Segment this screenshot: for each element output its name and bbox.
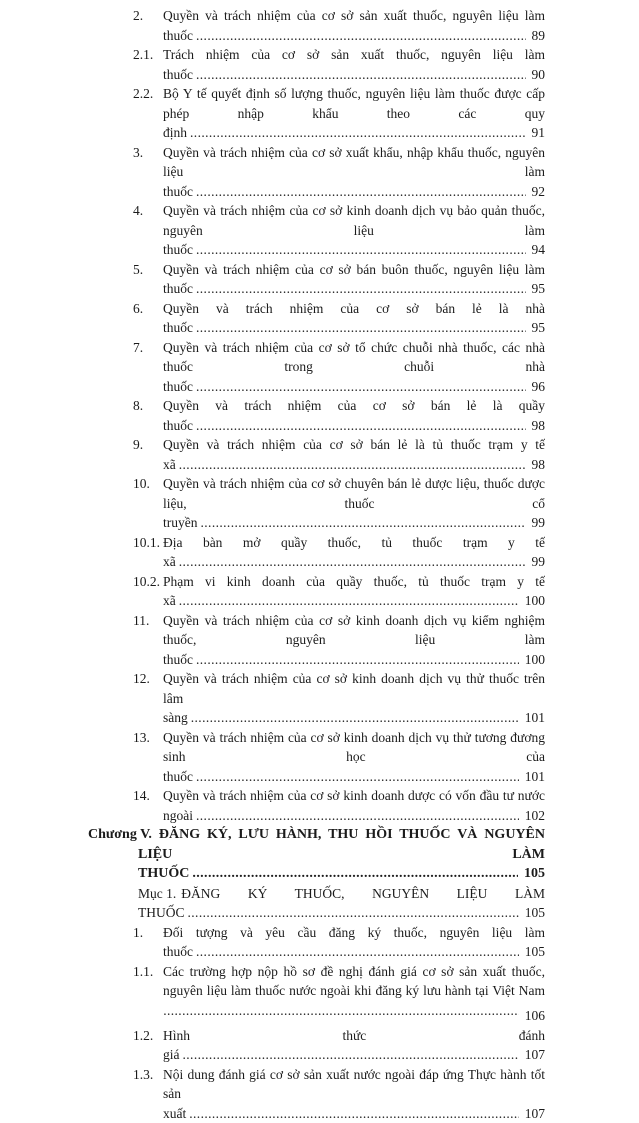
dot-leader (189, 866, 545, 881)
toc-entry (133, 396, 545, 435)
page-number: 95 (526, 318, 546, 338)
toc-entry (133, 84, 545, 143)
page-number: 101 (519, 767, 545, 787)
entry-number: 2.2. (133, 84, 163, 104)
entry-title: Quyền và trách nhiệm của cơ sở kinh doanh dược có vốn đầu tư nước ngoài (163, 788, 545, 823)
entry-title: Nội dung đánh giá cơ sở sản xuất nước ngoài đáp ứng Thực hành tốt sản xuất (163, 1067, 545, 1121)
toc-entry (133, 45, 545, 84)
entry-title: Quyền và trách nhiệm của cơ sở kinh doanh dịch vụ thử thuốc trên lâm sàng (163, 671, 545, 725)
dot-leader (176, 457, 545, 472)
entry-title: Quyền và trách nhiệm của cơ sở tổ chức chuỗi nhà thuốc, các nhà thuốc trong chuỗi nhà thuốc (163, 340, 545, 394)
entry-number: 4. (133, 201, 163, 221)
page-number: 94 (526, 240, 546, 260)
toc-entry (88, 884, 545, 923)
page-number: 100 (519, 591, 545, 611)
dot-leader (193, 242, 545, 257)
entry-title: Phạm vi kinh doanh của quầy thuốc, tủ thuốc trạm y tế xã (163, 574, 545, 609)
toc-entry (133, 260, 545, 299)
dot-leader (163, 1001, 545, 1021)
page-number: 98 (526, 416, 546, 436)
page-number: 96 (526, 377, 546, 397)
page-number: 105 (518, 864, 545, 884)
entry-number: 1.1. (133, 962, 163, 982)
page-number: 89 (526, 26, 546, 46)
dot-leader (193, 28, 545, 43)
entry-number: Mục 1. (138, 884, 176, 904)
entry-title: Các trường hợp nộp hồ sơ đề nghị đánh giá cơ sở sản xuất thuốc, nguyên liệu làm thuốc nước ngoài khi đăng ký lưu hành tại Việt Nam (163, 964, 545, 999)
entry-title: Quyền và trách nhiệm của cơ sở bán lẻ là nhà thuốc (163, 301, 545, 336)
entry-title: Quyền và trách nhiệm của cơ sở xuất khẩu, nhập khẩu thuốc, nguyên liệu làm thuốc (163, 145, 545, 199)
entry-number: 14. (133, 786, 163, 806)
toc-entry (133, 1026, 545, 1065)
entry-title: Bộ Y tế quyết định số lượng thuốc, nguyên liệu làm thuốc được cấp phép nhập khẩu theo các quy định (163, 86, 545, 140)
entry-number: Chương V. (88, 825, 152, 845)
toc-entry (133, 572, 545, 611)
toc-entry (133, 533, 545, 572)
toc-entry (133, 786, 545, 825)
page-number: 95 (526, 279, 546, 299)
toc-entry (133, 435, 545, 474)
entry-title: Quyền và trách nhiệm của cơ sở kinh doanh dịch vụ bảo quản thuốc, nguyên liệu làm thuốc (163, 203, 545, 257)
dot-leader (187, 125, 545, 140)
page-number: 105 (519, 903, 545, 923)
dot-leader (186, 1106, 545, 1121)
entry-title: Quyền và trách nhiệm của cơ sở bán lẻ là quầy thuốc (163, 398, 545, 433)
entry-number: 13. (133, 728, 163, 748)
entry-number: 7. (133, 338, 163, 358)
entry-number: 2.1. (133, 45, 163, 65)
toc-entry (133, 611, 545, 670)
entry-title: Quyền và trách nhiệm của cơ sở bán lẻ là tủ thuốc trạm y tế xã (163, 437, 545, 472)
entry-number: 5. (133, 260, 163, 280)
toc-entry (133, 338, 545, 397)
toc-entry (133, 1065, 545, 1123)
dot-leader (193, 379, 545, 394)
toc-entry (133, 474, 545, 533)
dot-leader (193, 418, 545, 433)
dot-leader (193, 944, 545, 959)
toc-entry (88, 825, 545, 884)
toc-entry (133, 201, 545, 260)
dot-leader (193, 652, 545, 667)
dot-leader (198, 515, 546, 530)
entry-number: 1.3. (133, 1065, 163, 1085)
dot-leader (193, 808, 545, 823)
dot-leader (193, 184, 545, 199)
dot-leader (193, 281, 545, 296)
entry-number: 1.2. (133, 1026, 163, 1046)
page-number: 101 (519, 708, 545, 728)
entry-title: Quyền và trách nhiệm của cơ sở kinh doanh dịch vụ kiểm nghiệm thuốc, nguyên liệu làm thuốc (163, 613, 545, 667)
page-number: 107 (519, 1045, 545, 1065)
entry-title: Trách nhiệm của cơ sở sản xuất thuốc, nguyên liệu làm thuốc (163, 47, 545, 82)
dot-leader (193, 67, 545, 82)
entry-number: 10.2. (133, 572, 163, 592)
entry-title: Quyền và trách nhiệm của cơ sở sản xuất thuốc, nguyên liệu làm thuốc (163, 8, 545, 43)
entry-number: 1. (133, 923, 163, 943)
entry-title: Địa bàn mở quầy thuốc, tủ thuốc trạm y tế xã (163, 535, 545, 570)
entry-number: 10. (133, 474, 163, 494)
page-number: 92 (526, 182, 546, 202)
dot-leader (176, 554, 545, 569)
page-number: 91 (526, 123, 546, 143)
entry-number: 9. (133, 435, 163, 455)
page-number: 99 (526, 513, 546, 533)
toc-entry (133, 143, 545, 202)
dot-leader (185, 905, 546, 920)
entry-title: Quyền và trách nhiệm của cơ sở bán buôn thuốc, nguyên liệu làm thuốc (163, 262, 545, 297)
entry-title: ĐĂNG KÝ, LƯU HÀNH, THU HỒI THUỐC VÀ NGUYÊN LIỆU LÀM THUỐC (138, 827, 545, 881)
entry-title: Quyền và trách nhiệm của cơ sở kinh doanh dịch vụ thử tương đương sinh học của thuốc (163, 730, 545, 784)
page-number: 98 (526, 455, 546, 475)
dot-leader (188, 710, 545, 725)
toc-entry (133, 6, 545, 45)
dot-leader (180, 1047, 546, 1062)
toc-entry (133, 669, 545, 728)
toc-list (88, 6, 545, 1123)
dot-leader (193, 320, 545, 335)
entry-title: Hình thức đánh giá (163, 1028, 545, 1063)
entry-number: 12. (133, 669, 163, 689)
entry-title: Quyền và trách nhiệm của cơ sở chuyên bán lẻ dược liệu, thuốc dược liệu, thuốc cổ truyền (163, 476, 545, 530)
entry-number: 3. (133, 143, 163, 163)
page-number: 102 (519, 806, 545, 826)
entry-title: Đối tượng và yêu cầu đăng ký thuốc, nguyên liệu làm thuốc (163, 925, 545, 960)
entry-number: 6. (133, 299, 163, 319)
dot-leader (176, 593, 545, 608)
dot-leader (193, 769, 545, 784)
page-number: 106 (519, 1006, 545, 1026)
toc-entry (133, 728, 545, 787)
entry-number: 11. (133, 611, 163, 631)
toc-entry (133, 962, 545, 1026)
toc-entry (133, 923, 545, 962)
page-number: 90 (526, 65, 546, 85)
entry-number: 2. (133, 6, 163, 26)
page-number: 99 (526, 552, 546, 572)
page-number: 107 (519, 1104, 545, 1123)
entry-number: 8. (133, 396, 163, 416)
page-number: 100 (519, 650, 545, 670)
entry-number: 10.1. (133, 533, 163, 553)
entry-title: ĐĂNG KÝ THUỐC, NGUYÊN LIỆU LÀM THUỐC (138, 886, 545, 921)
toc-entry (133, 299, 545, 338)
page-number: 105 (519, 942, 545, 962)
